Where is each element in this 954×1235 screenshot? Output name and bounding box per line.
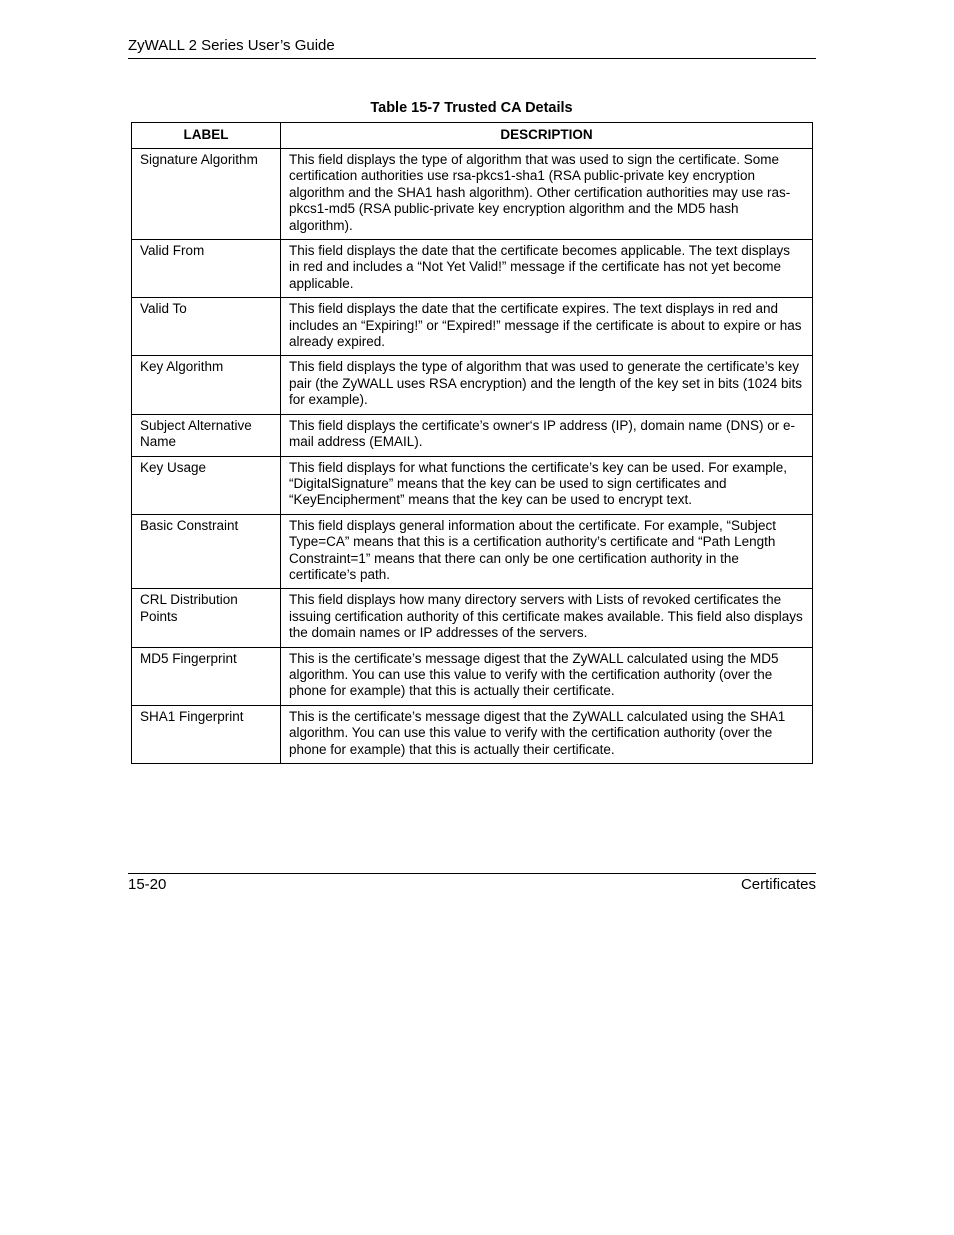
row-description: This field displays for what functions the certificate’s key can be used. For example, “DigitalSignature” means that the key can be used to sign certificates and “KeyEncipherment” means that the key can be used to encrypt text.: [281, 456, 813, 514]
table-row: [132, 647, 813, 705]
table-row: [132, 298, 813, 356]
row-label: Valid To: [132, 298, 281, 356]
row-label: Key Usage: [132, 456, 281, 514]
row-description: This is the certificate’s message digest that the ZyWALL calculated using the MD5 algorithm. You can use this value to verify with the certification authority (over the phone for example) that this is actually their certificate.: [281, 647, 813, 705]
page-number: 15-20: [128, 876, 167, 893]
row-description: This field displays the type of algorithm that was used to sign the certificate. Some certification authorities use rsa-pkcs1-sha1 (RSA public-private key encryption algorithm and the SHA1 hash algorithm). Other certification authorities may use ras-pkcs1-md5 (RSA public-private key encryption algorithm and the MD5 hash algorithm).: [281, 149, 813, 240]
row-label: Subject Alternative Name: [132, 414, 281, 456]
table-row: [132, 356, 813, 414]
column-header-label: LABEL: [132, 123, 281, 149]
table-row: [132, 456, 813, 514]
table-row: [132, 705, 813, 763]
row-description: This field displays how many directory servers with Lists of revoked certificates the issuing certification authority of this certificate makes available. This field also displays the domain names or IP addresses of the servers.: [281, 589, 813, 647]
row-label: MD5 Fingerprint: [132, 647, 281, 705]
row-description: This field displays the date that the certificate expires. The text displays in red and includes an “Expiring!” or “Expired!” message if the certificate is about to expire or has already expired.: [281, 298, 813, 356]
table-row: [132, 589, 813, 647]
row-label: CRL Distribution Points: [132, 589, 281, 647]
page-header: [128, 37, 816, 59]
table-caption: Table 15-7 Trusted CA Details: [370, 100, 573, 116]
row-label: Key Algorithm: [132, 356, 281, 414]
table-row: [132, 414, 813, 456]
row-label: Valid From: [132, 240, 281, 298]
column-header-description: DESCRIPTION: [281, 123, 813, 149]
row-label: Basic Constraint: [132, 514, 281, 589]
row-description: This field displays general information about the certificate. For example, “Subject Type=CA” means that this is a certification authority’s certificate and “Path Length Constraint=1” means that there can only be one certification authority in the certificate’s path.: [281, 514, 813, 589]
trusted-ca-details-table: [131, 122, 813, 764]
row-description: This field displays the type of algorithm that was used to generate the certificate’s key pair (the ZyWALL uses RSA encryption) and the length of the key set in bits (1024 bits for example).: [281, 356, 813, 414]
table-row: [132, 240, 813, 298]
page-footer: [128, 873, 816, 893]
guide-title: ZyWALL 2 Series User’s Guide: [128, 37, 335, 54]
row-description: This is the certificate’s message digest that the ZyWALL calculated using the SHA1 algorithm. You can use this value to verify with the certification authority (over the phone for example) that this is actually their certificate.: [281, 705, 813, 763]
row-description: This field displays the certificate’s owner‘s IP address (IP), domain name (DNS) or e-mail address (EMAIL).: [281, 414, 813, 456]
section-name: Certificates: [740, 876, 816, 893]
table-header-row: [132, 123, 813, 149]
table-row: [132, 149, 813, 240]
row-description: This field displays the date that the certificate becomes applicable. The text displays in red and includes a “Not Yet Valid!” message if the certificate has not yet become applicable.: [281, 240, 813, 298]
row-label: SHA1 Fingerprint: [132, 705, 281, 763]
table-row: [132, 514, 813, 589]
row-label: Signature Algorithm: [132, 149, 281, 240]
